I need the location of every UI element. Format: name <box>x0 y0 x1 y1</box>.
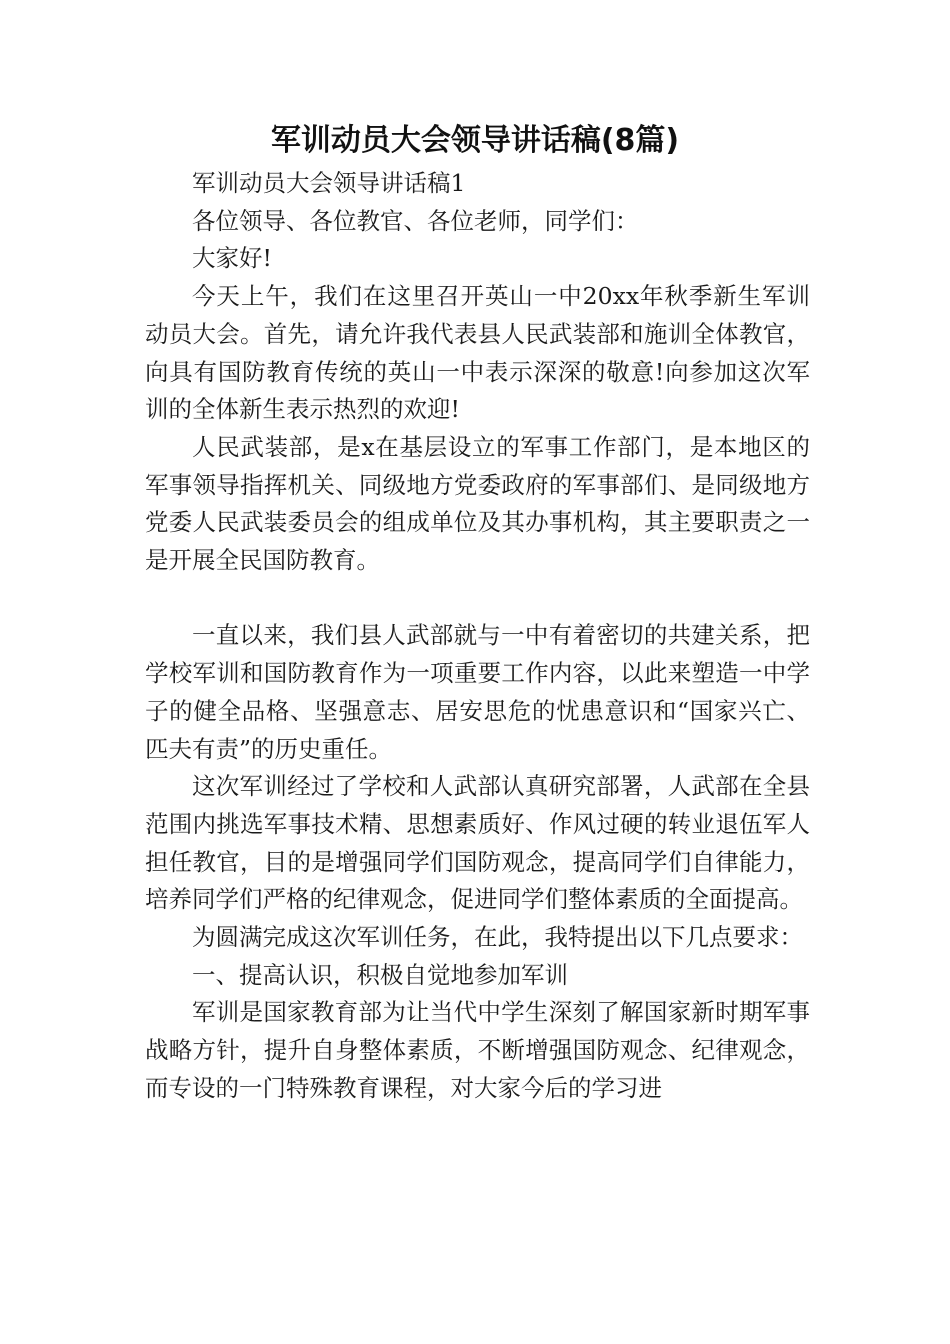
paragraph: 人民武装部，是x在基层设立的军事工作部门，是本地区的军事领导指挥机关、同级地方党委政府的军事部们、是同级地方党委人民武装委员会的组成单位及其办事机构，其主要职责之一是开展全民国防教育。 <box>145 432 810 575</box>
paragraph: 这次军训经过了学校和人武部认真研究部署，人武部在全县范围内挑选军事技术精、思想素质好、作风过硬的转业退伍军人担任教官，目的是增强同学们国防观念，提高同学们自律能力，培养同学们严格的纪律观念，促进同学们整体素质的全面提高。 <box>145 772 810 914</box>
paragraph: 今天上午，我们在这里召开英山一中20xx年秋季新生军训动员大会。首先，请允许我代表县人民武装部和施训全体教官，向具有国防教育传统的英山一中表示深深的敬意!向参加这次军训的全体新生表示热烈的欢迎! <box>145 282 810 424</box>
document-title: 军训动员大会领导讲话稿(8篇) <box>270 123 680 158</box>
salutation: 各位领导、各位教官、各位老师，同学们： <box>192 206 639 235</box>
section-heading: 军训动员大会领导讲话稿1 <box>192 169 466 197</box>
paragraph: 军训是国家教育部为让当代中学生深刻了解国家新时期军事战略方针，提升自身整体素质，不断增强国防观念、纪律观念，而专设的一门特殊教育课程，对大家今后的学习进 <box>145 998 810 1102</box>
greeting: 大家好! <box>192 244 272 273</box>
document-body <box>145 165 810 1108</box>
paragraph: 为圆满完成这次军训任务，在此，我特提出以下几点要求： <box>192 923 803 952</box>
paragraph: 一直以来，我们县人武部就与一中有着密切的共建关系，把学校军训和国防教育作为一项重要工作内容，以此来塑造一中学子的健全品格、坚强意志、居安思危的忧患意识和“国家兴亡、匹夫有责”的历史重任。 <box>145 621 810 763</box>
subheading: 一、提高认识，积极自觉地参加军训 <box>192 960 568 989</box>
